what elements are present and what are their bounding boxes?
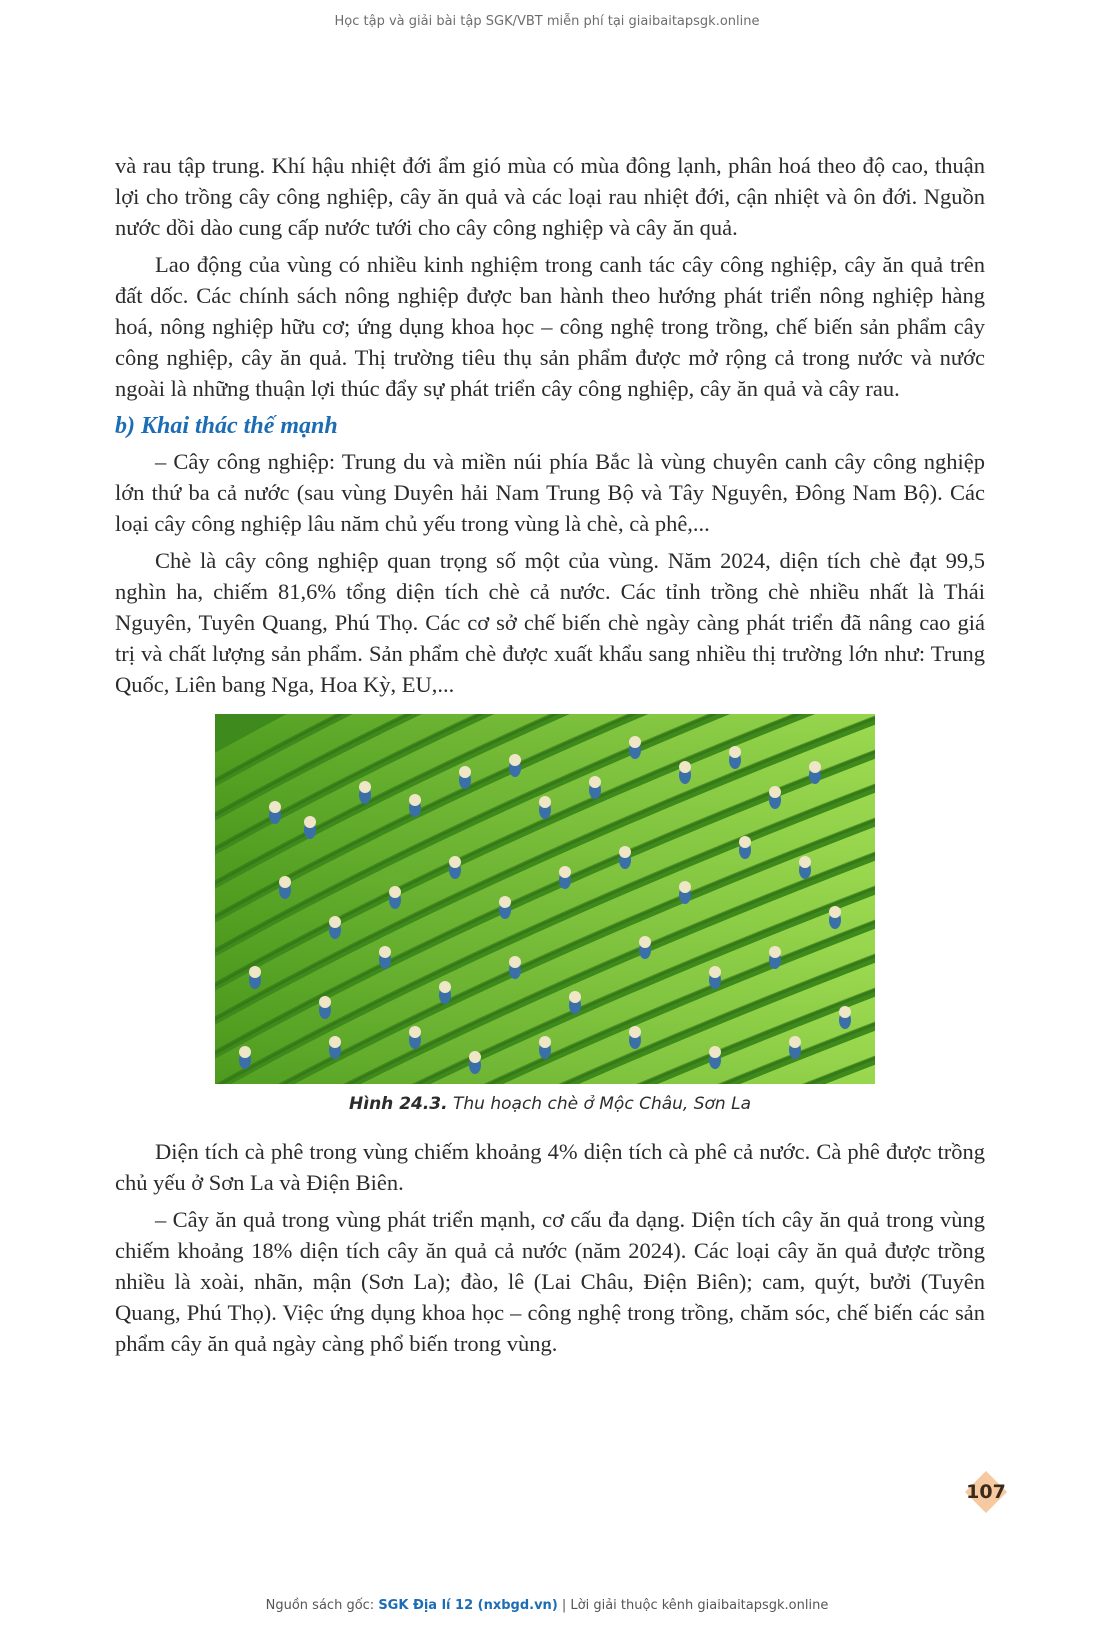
paragraph-labour-policy: Lao động của vùng có nhiều kinh nghiệm trong canh tác cây công nghiệp, cây ăn quả trên đất dốc. Các chính sách nông nghiệp được ban hành theo hướng phát triển nông nghiệp hàng hoá, nông nghiệp hữu cơ; ứng dụng khoa học – công nghệ trong trồng, chế biến sản phẩm cây công nghiệp, cây ăn quả. Thị trường tiêu thụ sản phẩm được mở rộng cả trong nước và nước ngoài là những thuận lợi thúc đẩy sự phát triển cây công nghiệp, cây ăn quả và cây rau. [115,252,985,401]
tea-picker-figure [709,966,721,989]
tea-picker-figure [539,1036,551,1059]
tea-picker-figure [769,786,781,809]
tea-picker-figure [269,801,281,824]
tea-picker-figure [709,1046,721,1069]
tea-picker-figure [539,796,551,819]
paragraph-fruit-trees: – Cây ăn quả trong vùng phát triển mạnh, cơ cấu đa dạng. Diện tích cây ăn quả trong vùng chiếm khoảng 18% diện tích cây ăn quả cả nước (năm 2024). Các loại cây ăn quả được trồng nhiều là xoài, nhãn, mận (Sơn La); đào, lê (Lai Châu, Điện Biên); cam, quýt, bưởi (Tuyên Quang, Phú Thọ). Việc ứng dụng khoa học – công nghệ trong trồng, chăm sóc, chế biến các sản phẩm cây ăn quả ngày càng phổ biến trong vùng. [115,1207,985,1356]
tea-picker-figure [679,761,691,784]
figure-caption [349,1094,751,1114]
tea-harvest-photo [215,714,875,1084]
tea-picker-figure [304,816,316,839]
tea-field-illustration [215,714,875,1084]
tea-picker-figure [329,916,341,939]
figure-label: Hình 24.3. [349,1094,448,1114]
tea-picker-figure [679,881,691,904]
tea-picker-figure [329,1036,341,1059]
tea-picker-figure [559,866,571,889]
tea-picker-figure [799,856,811,879]
tea-picker-figure [829,906,841,929]
tea-picker-figure [449,856,461,879]
footer-suffix: | Lời giải thuộc kênh giaibaitapsgk.online [557,1598,829,1613]
top-banner: Học tập và giải bài tập SGK/VBT miễn phí tại giaibaitapsgk.online [334,14,760,29]
page-number: 107 [966,1481,1006,1503]
tea-picker-figure [739,836,751,859]
tea-picker-figure [629,736,641,759]
page-number-badge [964,1470,1008,1514]
tea-picker-figure [619,846,631,869]
tea-picker-figure [409,1026,421,1049]
tea-picker-figure [769,946,781,969]
tea-picker-figure [389,886,401,909]
tea-picker-figure [639,936,651,959]
paragraph-coffee: Diện tích cà phê trong vùng chiếm khoảng 4% diện tích cà phê cả nước. Cà phê được trồng chủ yếu ở Sơn La và Điện Biên. [115,1139,985,1195]
section-heading: b) Khai thác thế mạnh [115,413,338,439]
tea-picker-figure [279,876,291,899]
tea-picker-figure [379,946,391,969]
tea-picker-figure [499,896,511,919]
tea-picker-figure [809,761,821,784]
paragraph-climate: và rau tập trung. Khí hậu nhiệt đới ẩm gió mùa có mùa đông lạnh, phân hoá theo độ cao, thuận lợi cho trồng cây công nghiệp, cây ăn quả và các loại rau nhiệt đới, cận nhiệt và ôn đới. Nguồn nước dồi dào cung cấp nước tưới cho cây công nghiệp và cây ăn quả. [115,153,985,240]
tea-picker-figure [359,781,371,804]
tea-picker-figure [319,996,331,1019]
footer-source-link[interactable]: SGK Địa lí 12 (nxbgd.vn) [378,1598,558,1613]
figure-caption-text: Thu hoạch chè ở Mộc Châu, Sơn La [453,1094,751,1114]
paragraph-tea: Chè là cây công nghiệp quan trọng số một của vùng. Năm 2024, diện tích chè đạt 99,5 nghìn ha, chiếm 81,6% tổng diện tích chè cả nước. Các tỉnh trồng chè nhiều nhất là Thái Nguyên, Tuyên Quang, Phú Thọ. Các cơ sở chế biến chè ngày càng phát triển đã nâng cao giá trị và chất lượng sản phẩm. Sản phẩm chè được xuất khẩu sang nhiều thị trường lớn như: Trung Quốc, Liên bang Nga, Hoa Kỳ, EU,... [115,548,985,697]
tea-picker-figure [729,746,741,769]
page-content [115,150,985,1365]
tea-picker-figure [509,754,521,777]
tea-picker-figure [569,991,581,1014]
tea-picker-figure [469,1051,481,1074]
footer-prefix: Nguồn sách gốc: [265,1598,379,1613]
tea-picker-figure [789,1036,801,1059]
tea-picker-figure [409,794,421,817]
tea-picker-figure [439,981,451,1004]
tea-picker-figure [509,956,521,979]
tea-picker-figure [459,766,471,789]
tea-picker-figure [249,966,261,989]
tea-picker-figure [839,1006,851,1029]
footer [0,1598,1094,1613]
paragraph-industrial-crops: – Cây công nghiệp: Trung du và miền núi phía Bắc là vùng chuyên canh cây công nghiệp lớn thứ ba cả nước (sau vùng Duyên hải Nam Trung Bộ và Tây Nguyên, Đông Nam Bộ). Các loại cây công nghiệp lâu năm chủ yếu trong vùng là chè, cà phê,... [115,449,985,536]
tea-picker-figure [239,1046,251,1069]
figure-24-3 [115,714,985,1114]
tea-picker-figure [589,776,601,799]
tea-picker-figure [629,1026,641,1049]
